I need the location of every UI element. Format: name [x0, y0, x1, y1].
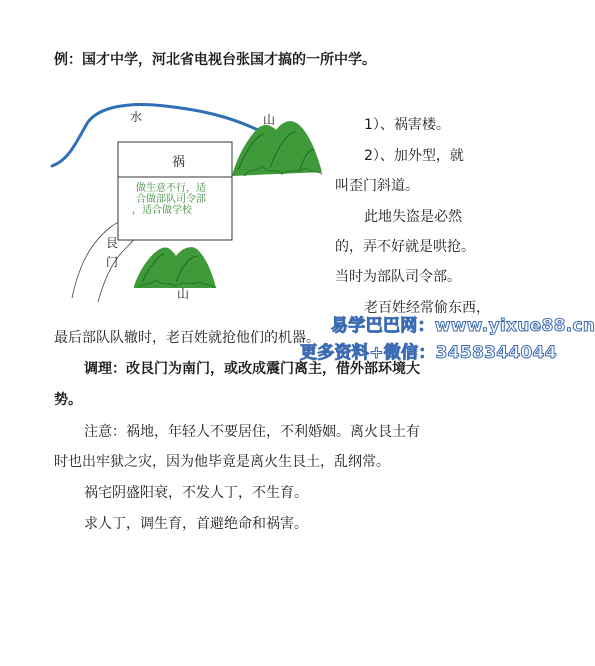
mountain-top-right-icon [232, 121, 322, 176]
side-line-4: 的，弄不好就是哄抢。 [335, 239, 475, 255]
house-note-line-1: 做生意不行，适 [136, 183, 206, 194]
paragraph-seek-offspring: 求人丁，调生育，首避绝命和祸害。 [84, 516, 308, 532]
paragraph-adjust-line-1: 调理：改艮门为南门，或改成震门离主，借外部环境大 [84, 361, 420, 377]
watermark-site: 易学巴巴网：www.yixue88.cn [331, 316, 595, 336]
mountain-bottom-label: 山 [177, 287, 190, 301]
house-note-line-3: ，适合做学校 [132, 205, 192, 216]
gen-gate-label-2: 门 [106, 255, 119, 269]
paragraph-army-withdraw: 最后部队队辙时，老百姓就抢他们的机器。 [54, 330, 320, 346]
side-line-3: 此地失盗是必然 [364, 209, 462, 225]
gen-gate-label-1: 艮 [106, 236, 119, 250]
side-line-5: 当时为部队司令部。 [335, 269, 461, 285]
paragraph-note-line-2: 时也出牢狱之灾，因为他毕竟是离火生艮土，乱纲常。 [54, 454, 390, 470]
house-note-line-2: 合做部队司令部 [136, 194, 206, 205]
house-label: 祸 [172, 155, 186, 170]
watermark-wechat: 更多资料+微信：3458344044 [300, 343, 557, 363]
mountain-top-label: 山 [263, 113, 276, 127]
water-label: 水 [130, 110, 143, 124]
paragraph-yin-yang: 祸宅阴盛阳衰，不发人丁，不生育。 [84, 485, 308, 501]
paragraph-adjust-line-2: 势。 [54, 392, 82, 408]
mountain-bottom-icon [134, 247, 216, 288]
side-item-2b: 叫歪门斜道。 [335, 178, 419, 194]
page-heading: 例：国才中学，河北省电视台张国才搞的一所中学。 [54, 52, 376, 68]
side-item-1: 1）、祸害楼。 [364, 117, 450, 133]
side-line-6: 老百姓经常偷东西， [364, 300, 490, 316]
paragraph-note-line-1: 注意：祸地，年轻人不要居住，不利婚姻。离火艮土有 [84, 424, 420, 440]
side-item-2a: 2）、加外型，就 [364, 148, 464, 164]
